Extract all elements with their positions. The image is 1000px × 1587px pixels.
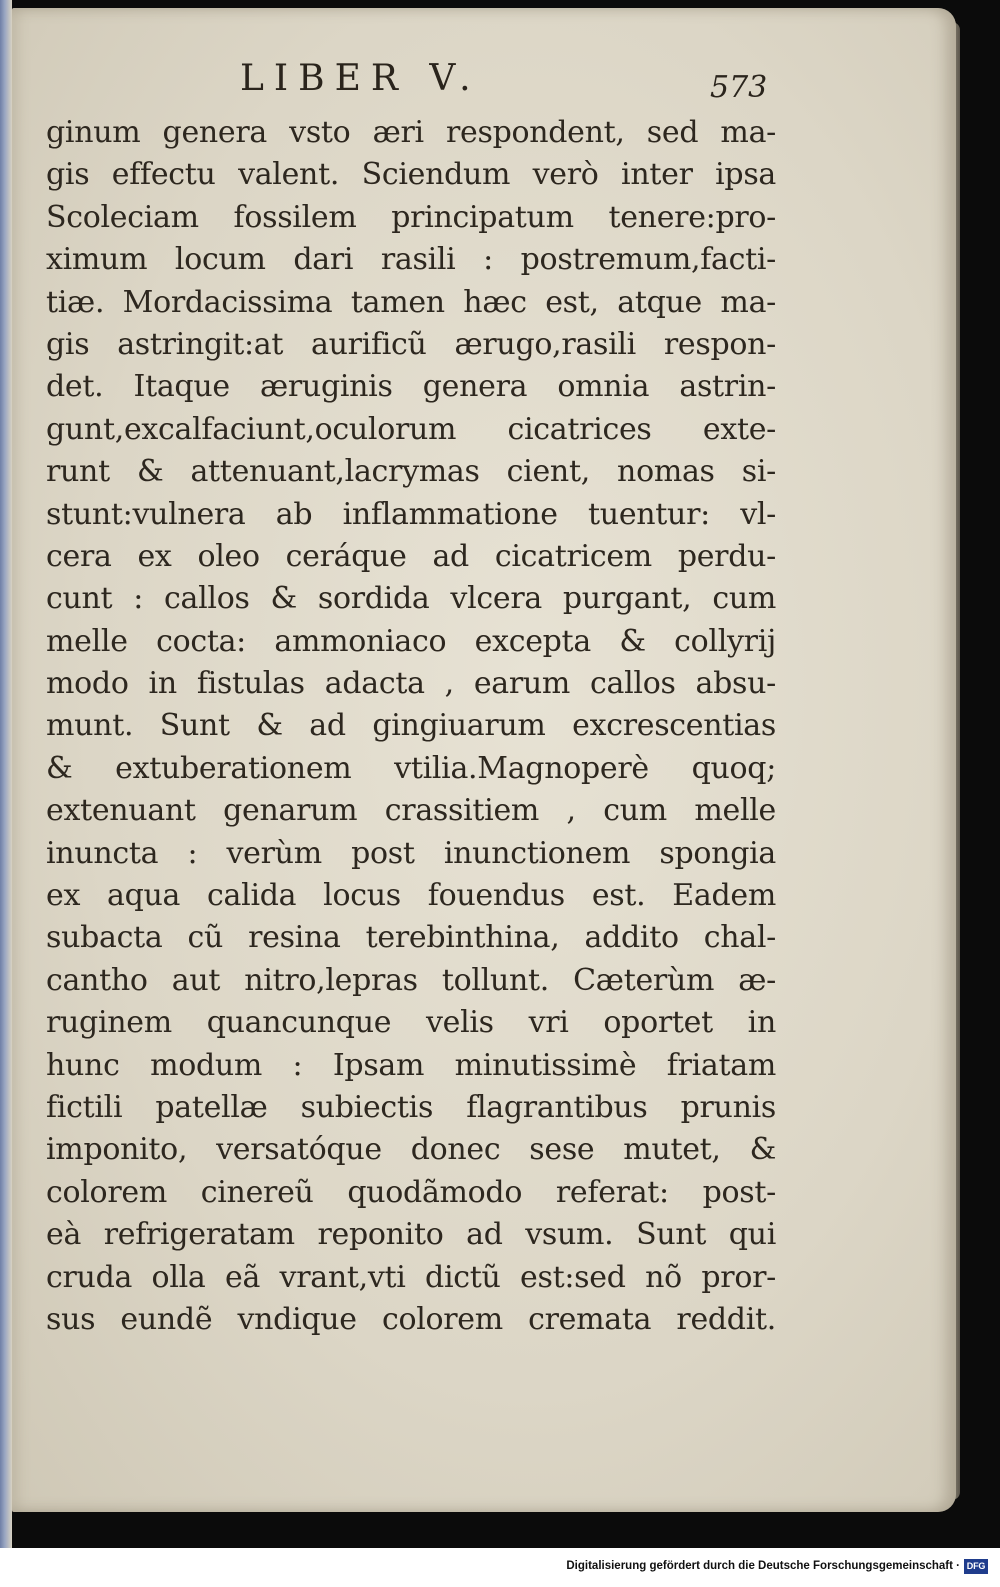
- text-line: ginum genera vsto æri respondent, sed ma-: [46, 115, 776, 150]
- dfg-logo-icon: DFG: [964, 1559, 988, 1574]
- text-line: gis astringit:at aurificũ ærugo,rasili respon-: [46, 326, 776, 362]
- scanner-edge-strip: [0, 0, 12, 1587]
- text-line: inuncta : verùm post inunctionem spongia: [46, 835, 776, 871]
- text-line: subacta cũ resina terebinthina, addito chal-: [46, 920, 776, 956]
- text-line: det. Itaque æruginis genera omnia astrin-: [46, 369, 776, 405]
- text-line: cunt : callos & sordida vlcera purgant, cum: [46, 581, 776, 617]
- text-line: tiæ. Mordacissima tamen hæc est, atque ma-: [46, 284, 776, 320]
- text-line: fictili patellæ subiectis flagrantibus prunis: [46, 1089, 776, 1125]
- text-line: extenuant genarum crassitiem , cum melle: [46, 793, 776, 829]
- running-head: [60, 58, 780, 108]
- text-line: hunc modum : Ipsam minutissimè friatam: [46, 1047, 776, 1083]
- text-line: runt & attenuant,lacrymas cient, nomas si-: [46, 454, 776, 490]
- text-line: ex aqua calida locus fouendus est. Eadem: [46, 878, 776, 914]
- footer-bar: [0, 1548, 1000, 1587]
- text-line: cruda olla eã vrant,vti dictũ est:sed nõ pror-: [46, 1259, 776, 1295]
- text-line: ximum locum dari rasili : postremum,facti-: [46, 242, 776, 278]
- text-line: sus eundẽ vndique colorem cremata reddit.: [46, 1301, 776, 1337]
- text-line: melle cocta: ammoniaco excepta & collyrij: [46, 623, 776, 659]
- text-line: modo in fistulas adacta , earum callos absu-: [46, 666, 776, 702]
- text-line: ruginem quancunque velis vri oportet in: [46, 1005, 776, 1041]
- text-line: stunt:vulnera ab inflammatione tuentur: vl-: [46, 496, 776, 532]
- text-line: cantho aut nitro,lepras tollunt. Cæterùm æ-: [46, 962, 776, 998]
- text-line: Scoleciam fossilem principatum tenere:pro-: [46, 199, 776, 235]
- text-line: cera ex oleo ceráque ad cicatricem perdu-: [46, 538, 776, 574]
- text-line: munt. Sunt & ad gingiuarum excrescentias: [46, 708, 776, 744]
- text-line: imponito, versatóque donec sese mutet, &: [46, 1132, 776, 1168]
- text-line: gis effectu valent. Sciendum verò inter ipsa: [46, 157, 776, 193]
- running-head-title: LIBER V.: [240, 58, 481, 99]
- text-line: gunt,excalfaciunt,oculorum cicatrices exte-: [46, 411, 776, 447]
- funding-credit: Digitalisierung gefördert durch die Deutsche Forschungsgemeinschaft ·: [566, 1560, 960, 1572]
- text-line: colorem cinereũ quodãmodo referat: post-: [46, 1174, 776, 1210]
- body-text: [46, 112, 776, 1341]
- text-line: & extuberationem vtilia.Magnoperè quoq;: [46, 750, 776, 786]
- text-line: eà refrigeratam reponito ad vsum. Sunt qui: [46, 1217, 776, 1253]
- page-number: 573: [710, 70, 768, 105]
